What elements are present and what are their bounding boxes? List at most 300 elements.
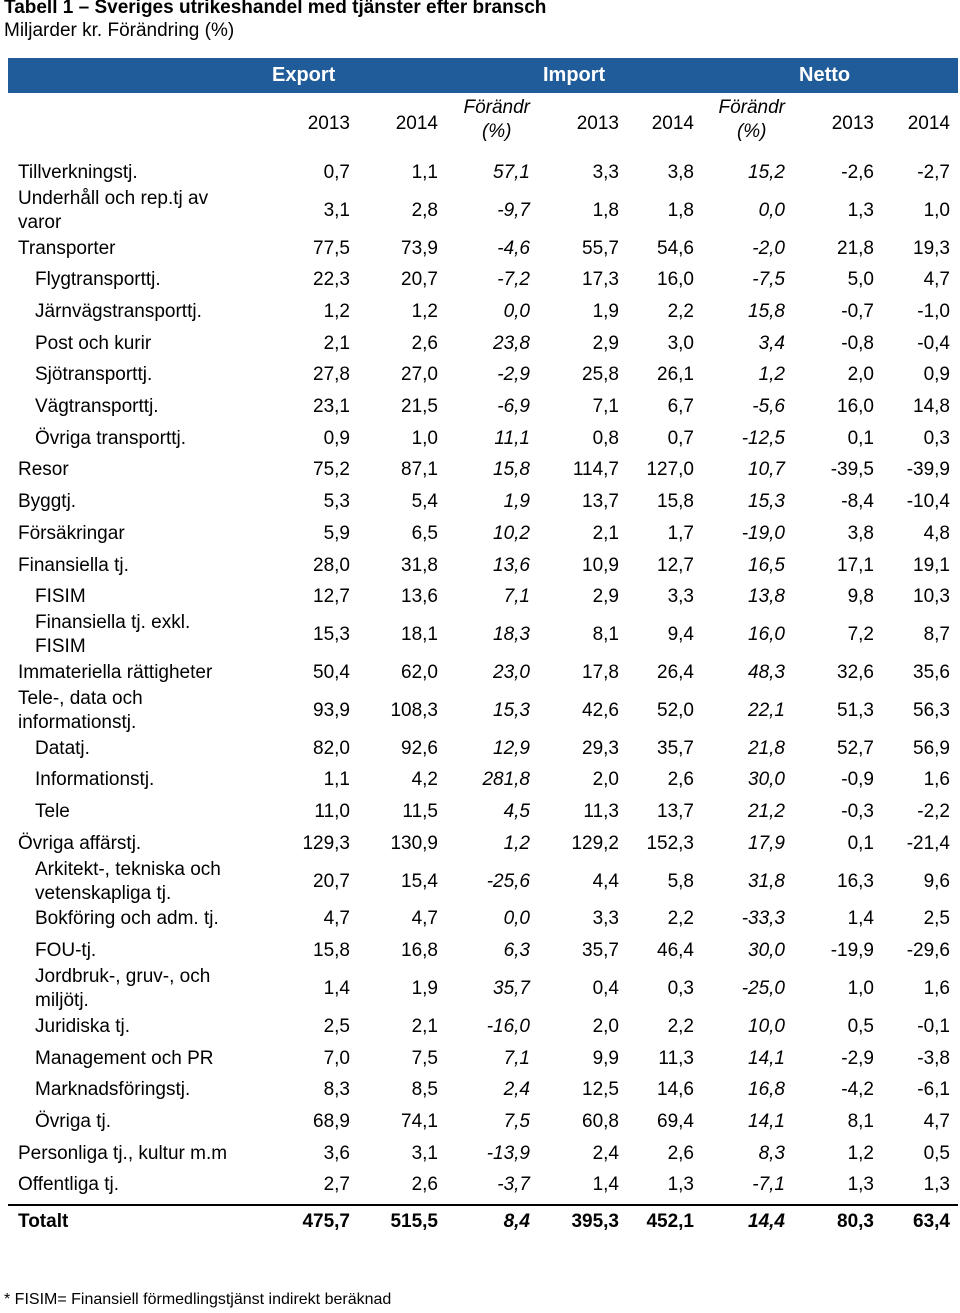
row-label [35,939,96,963]
table-cell: 9,9 [592,1047,619,1069]
table-cell: 50,4 [313,661,350,683]
table-cell: 14,1 [748,1047,785,1069]
table-title: Tabell 1 – Sveriges utrikeshandel med tjänster efter bransch [4,0,547,18]
table-cell: 23,8 [493,332,530,354]
row-label-line: Finansiella tj. exkl. [35,612,191,634]
table-cell: 12,9 [493,737,530,759]
table-cell: -3,8 [917,1047,950,1069]
table-cell: 16,8 [401,940,438,962]
table-cell: 130,9 [390,832,438,854]
row-label [35,332,151,356]
table-cell: 0,1 [847,832,874,854]
table-cell: 7,1 [503,586,530,608]
total-cell: 63,4 [913,1211,950,1233]
table-cell: 93,9 [313,699,350,721]
table-cell: 1,8 [592,199,619,221]
table-cell: 22,3 [313,269,350,291]
group-header-import: Import [543,64,606,86]
row-label-line: Arkitekt-, tekniska och [35,858,221,880]
table-cell: 2,6 [667,769,694,791]
table-cell: 1,4 [323,978,350,999]
table-row [0,828,960,860]
table-row [0,1106,960,1138]
table-cell: 10,9 [582,554,619,576]
table-cell: 3,8 [847,522,874,544]
table-cell: -9,7 [497,199,530,221]
col-header-import-change-line1: Förändr [718,97,785,118]
table-cell: 129,3 [302,832,350,854]
table-cell: 5,3 [323,491,350,513]
row-label [18,458,69,482]
table-cell: 2,8 [411,199,438,221]
unit-label: Miljarder kr. [4,20,108,41]
table-row [0,391,960,423]
col-header-import-change-line2: (%) [736,121,767,142]
table-cell: 3,3 [667,586,694,608]
table-cell: 3,3 [592,161,619,183]
table-cell: 35,7 [582,940,619,962]
table-cell: 4,7 [411,908,438,930]
table-row [0,486,960,518]
table-row [0,264,960,296]
table-cell: 2,0 [592,1015,619,1037]
table-cell: -0,7 [841,300,874,322]
table-cell: 0,3 [923,427,950,449]
table-cell: -33,3 [741,908,785,930]
table-cell: 19,1 [913,554,950,576]
row-label-line: Underhåll och rep.tj av [18,187,209,209]
table-row [0,233,960,265]
table-cell: 0,5 [847,1015,874,1037]
row-label-line: Tillverkningstj. [18,161,138,183]
table-cell: 0,0 [503,300,530,322]
table-row [0,904,960,936]
total-cell: 14,4 [748,1211,785,1233]
col-header-export-change-line2: (%) [481,121,512,142]
col-header-netto-2013: 2013 [831,113,874,134]
table-cell: 0,1 [847,427,874,449]
table-row [0,1011,960,1043]
table-cell: 1,1 [411,161,438,183]
table-cell: 1,3 [923,1174,950,1196]
table-cell: -2,2 [917,801,950,823]
row-label-line: Immateriella rättigheter [18,661,213,683]
table-cell: 4,2 [411,769,438,791]
row-label-line: Finansiella tj. [18,554,129,576]
table-cell: 1,2 [758,364,785,386]
table-cell: 73,9 [401,237,438,259]
table-cell: 2,9 [592,332,619,354]
table-cell: 4,7 [923,269,950,291]
table-cell: 3,3 [592,908,619,930]
table-cell: 16,3 [837,870,874,892]
table-cell: -0,9 [841,769,874,791]
table-cell: 15,8 [748,300,785,322]
table-cell: 0,0 [503,908,530,930]
table-cell: 27,8 [313,364,350,386]
table-cell: 17,3 [582,269,619,291]
table-cell: 2,4 [592,1142,619,1164]
table-cell: 2,2 [667,300,694,322]
table-cell: 1,9 [592,300,619,322]
table-row [0,733,960,765]
table-cell: 77,5 [313,237,350,259]
table-cell: 15,3 [313,624,350,646]
table-cell: 108,3 [390,699,438,721]
table-cell: 11,3 [658,1047,694,1069]
table-cell: 7,5 [411,1047,438,1069]
row-label-line: Försäkringar [18,522,125,544]
table-cell: 26,1 [657,364,694,386]
table-cell: 1,2 [847,1142,874,1164]
table-cell: 2,5 [323,1015,350,1037]
table-row [0,296,960,328]
table-cell: 1,3 [847,1174,874,1196]
row-label-line: Jordbruk-, gruv-, och [35,966,211,987]
table-cell: 31,8 [748,870,785,892]
table-cell: 14,6 [657,1079,694,1101]
table-cell: 16,8 [748,1079,785,1101]
table-cell: -7,5 [752,269,785,291]
table-cell: 11,0 [314,801,350,823]
table-cell: 152,3 [646,832,694,854]
table-cell: 21,8 [748,737,785,759]
table-cell: 18,1 [401,624,438,646]
footnote: * FISIM= Finansiell förmedlingstjänst indirekt beräknad [4,1291,392,1308]
table-cell: 1,3 [847,199,874,221]
row-label [35,1047,214,1071]
row-label-line: Bokföring och adm. tj. [35,908,219,930]
table-cell: -25,0 [741,978,785,999]
total-label: Totalt [18,1211,69,1233]
table-cell: 23,1 [313,396,350,418]
table-cell: 62,0 [401,661,438,683]
table-cell: -1,0 [917,300,950,322]
table-cell: 2,9 [592,586,619,608]
table-cell: 16,0 [837,396,874,418]
table-cell: 35,7 [657,737,694,759]
table-cell: 8,3 [758,1142,785,1164]
table-cell: 2,0 [592,769,619,791]
table-cell: 1,3 [667,1174,694,1196]
row-label [35,1110,111,1134]
table-cell: 0,4 [592,978,619,999]
total-cell: 475,7 [302,1211,350,1233]
table-cell: 3,0 [667,332,694,354]
table-cell: 1,0 [923,199,950,221]
row-label [35,800,70,824]
row-label [35,300,202,324]
table-cell: 35,6 [913,661,950,683]
row-label-line: FISIM [35,636,86,658]
table-cell: 5,9 [323,522,350,544]
total-cell: 452,1 [646,1211,694,1233]
total-cell: 80,3 [837,1211,874,1233]
table-cell: -21,4 [906,832,950,854]
col-header-import-2014: 2014 [651,113,694,134]
table-cell: 48,3 [748,661,785,683]
table-cell: 12,7 [657,554,694,576]
table-cell: 1,4 [592,1174,619,1196]
table-cell: 22,1 [748,699,785,721]
table-cell: 2,1 [592,522,619,544]
table-row [0,1043,960,1075]
row-label-line: Resor [18,459,69,481]
row-label [18,522,125,546]
table-cell: 10,3 [913,586,950,608]
row-label [35,585,86,609]
table-cell: 25,8 [582,364,619,386]
table-cell: 15,8 [493,459,530,481]
table-cell: 75,2 [313,459,350,481]
table-cell: 30,0 [748,940,785,962]
table-cell: 4,7 [323,908,350,930]
table-cell: 31,8 [401,554,438,576]
table-cell: 8,1 [847,1110,874,1132]
table-cell: 14,1 [748,1110,785,1132]
table-cell: 9,4 [667,624,694,646]
table-cell: 13,7 [657,801,694,823]
table-row [0,765,960,797]
table-cell: 8,1 [592,624,619,646]
table-cell: 15,2 [748,161,785,183]
col-header-export-2013: 2013 [307,113,350,134]
table-cell: 57,1 [493,161,530,183]
table-cell: -39,9 [906,459,950,481]
row-label [18,1142,227,1166]
table-cell: -2,6 [841,161,874,183]
row-label-line: Tele-, data och [18,687,143,709]
total-cell: 395,3 [571,1211,619,1233]
table-cell: 17,9 [748,832,785,854]
table-cell: 2,7 [323,1174,350,1196]
table-cell: 6,5 [411,522,438,544]
table-cell: 56,3 [913,699,950,721]
group-header-netto: Netto [799,64,851,86]
table-cell: 1,2 [503,832,530,854]
table-cell: 2,1 [411,1015,438,1037]
table-row [0,1170,960,1202]
row-label [35,858,221,906]
table-cell: 9,8 [847,586,874,608]
table-cell: -3,7 [497,1174,530,1196]
table-cell: -8,4 [841,491,874,513]
table-cell: 0,7 [323,161,350,183]
table-cell: 0,0 [758,199,785,221]
table-cell: 1,9 [503,491,530,513]
table-cell: 23,0 [493,661,530,683]
table-row [0,518,960,550]
table-row [0,581,960,613]
row-label-line: miljötj. [35,990,89,1011]
table-cell: 54,6 [657,237,694,259]
table-cell: 11,3 [583,801,619,823]
table-cell: -10,4 [906,491,950,513]
table-cell: 7,0 [323,1047,350,1069]
table-cell: 11,1 [494,427,530,449]
row-label-line: informationstj. [18,711,137,733]
table-cell: 8,7 [923,624,950,646]
table-cell: 5,0 [847,269,874,291]
table-cell: 82,0 [313,737,350,759]
row-label [18,187,208,235]
row-label-line: Offentliga tj. [18,1174,120,1196]
row-label-line: Järnvägstransporttj. [35,300,202,322]
table-cell: 0,9 [923,364,950,386]
row-label [35,611,190,659]
table-cell: 26,4 [657,661,694,683]
row-label [18,554,129,578]
row-label [35,427,186,451]
row-label [35,395,159,419]
table-cell: 19,3 [913,237,950,259]
table-cell: 15,8 [313,940,350,962]
table-cell: 55,7 [582,237,619,259]
table-cell: 11,5 [402,801,438,823]
table-cell: 13,7 [582,491,619,513]
table-cell: -2,0 [752,237,785,259]
row-label [35,907,219,931]
table-cell: 4,5 [503,801,530,823]
table-cell: -6,9 [497,396,530,418]
row-label-line: FOU-tj. [35,940,97,962]
table-cell: 16,0 [748,624,785,646]
row-label-line: Flygtransporttj. [35,269,161,291]
table-cell: 1,0 [847,978,874,999]
table-cell: -2,7 [917,161,950,183]
row-label [35,363,152,387]
table-cell: -16,0 [486,1015,530,1037]
table-cell: 5,8 [667,870,694,892]
table-cell: 46,4 [657,940,694,962]
table-cell: -0,8 [841,332,874,354]
table-cell: -19,9 [830,940,874,962]
table-cell: 21,2 [748,801,785,823]
row-label-line: Juridiska tj. [35,1015,131,1037]
table-row [0,796,960,828]
table-cell: 2,2 [667,908,694,930]
table-cell: 3,6 [323,1142,350,1164]
table-cell: 0,3 [667,978,694,999]
table-cell: -7,1 [752,1174,785,1196]
table-cell: 1,8 [667,199,694,221]
table-cell: 16,0 [657,269,694,291]
group-header-export: Export [272,64,336,86]
table-cell: 1,1 [323,769,350,791]
table-cell: -4,2 [841,1079,874,1101]
table-cell: 0,7 [667,427,694,449]
table-cell: 56,9 [913,737,950,759]
table-cell: 10,2 [493,522,530,544]
table-cell: 2,5 [923,908,950,930]
table-cell: 4,8 [923,522,950,544]
table-cell: 52,0 [657,699,694,721]
table-row [0,189,960,233]
table-cell: 12,7 [313,586,350,608]
table-cell: 20,7 [401,269,438,291]
table-cell: -2,9 [841,1047,874,1069]
table-cell: 68,9 [313,1110,350,1132]
table-cell: 281,8 [482,769,530,791]
table-cell: 2,2 [667,1015,694,1037]
table-cell: 1,9 [411,978,438,999]
table-cell: 13,8 [748,586,785,608]
table-row [0,613,960,657]
table-cell: -2,9 [497,364,530,386]
row-label [18,832,141,856]
row-label-line: Transporter [18,237,116,259]
row-label [18,490,76,514]
table-cell: 60,8 [582,1110,619,1132]
table-cell: 7,1 [503,1047,530,1069]
table-cell: 129,2 [571,832,619,854]
table-row [0,967,960,1011]
table-cell: 2,4 [503,1079,530,1101]
col-header-import-2013: 2013 [576,113,619,134]
table-cell: 18,3 [493,624,530,646]
table-row [0,1138,960,1170]
table-cell: 16,5 [748,554,785,576]
table-row [0,360,960,392]
table-cell: 1,7 [667,522,694,544]
table-cell: 1,6 [923,978,950,999]
row-label-line: Datatj. [35,737,90,759]
table-cell: -0,3 [841,801,874,823]
table-cell: 2,0 [847,364,874,386]
row-label-line: Marknadsföringstj. [35,1079,191,1101]
table-cell: 1,0 [411,427,438,449]
total-divider [8,1204,958,1206]
row-label [35,1078,190,1102]
row-label-line: Övriga affärstj. [18,832,142,854]
row-label-line: Management och PR [35,1047,214,1069]
table-cell: 17,1 [837,554,874,576]
table-cell: 15,4 [401,870,438,892]
table-cell: 2,6 [667,1142,694,1164]
row-label-line: Post och kurir [35,332,152,354]
table-cell: 6,3 [503,940,530,962]
table-cell: 4,7 [923,1110,950,1132]
table-cell: 15,3 [493,699,530,721]
table-cell: 6,7 [667,396,694,418]
table-cell: 52,7 [837,737,874,759]
table-cell: -39,5 [830,459,874,481]
table-cell: 21,5 [401,396,438,418]
table-cell: 7,5 [503,1110,530,1132]
table-cell: 5,4 [411,491,438,513]
row-label-line: varor [18,211,62,233]
row-label-line: Vägtransporttj. [35,396,159,418]
table-cell: -12,5 [741,427,785,449]
table-cell: 32,6 [837,661,874,683]
table-cell: 14,8 [913,396,950,418]
table-cell: 127,0 [646,459,694,481]
table-cell: 3,1 [411,1142,438,1164]
table-row [0,657,960,689]
table-cell: 3,8 [667,161,694,183]
table-cell: 21,8 [837,237,874,259]
table-cell: -7,2 [497,269,530,291]
table-cell: 69,4 [657,1110,694,1132]
row-label-line: Övriga transporttj. [35,427,186,449]
table-cell: 13,6 [401,586,438,608]
table-cell: 17,8 [582,661,619,683]
col-header-netto-2014: 2014 [907,113,950,134]
table-cell: 8,5 [411,1079,438,1101]
row-label [18,1173,119,1197]
table-cell: 0,9 [323,427,350,449]
total-cell: 515,5 [390,1211,438,1233]
